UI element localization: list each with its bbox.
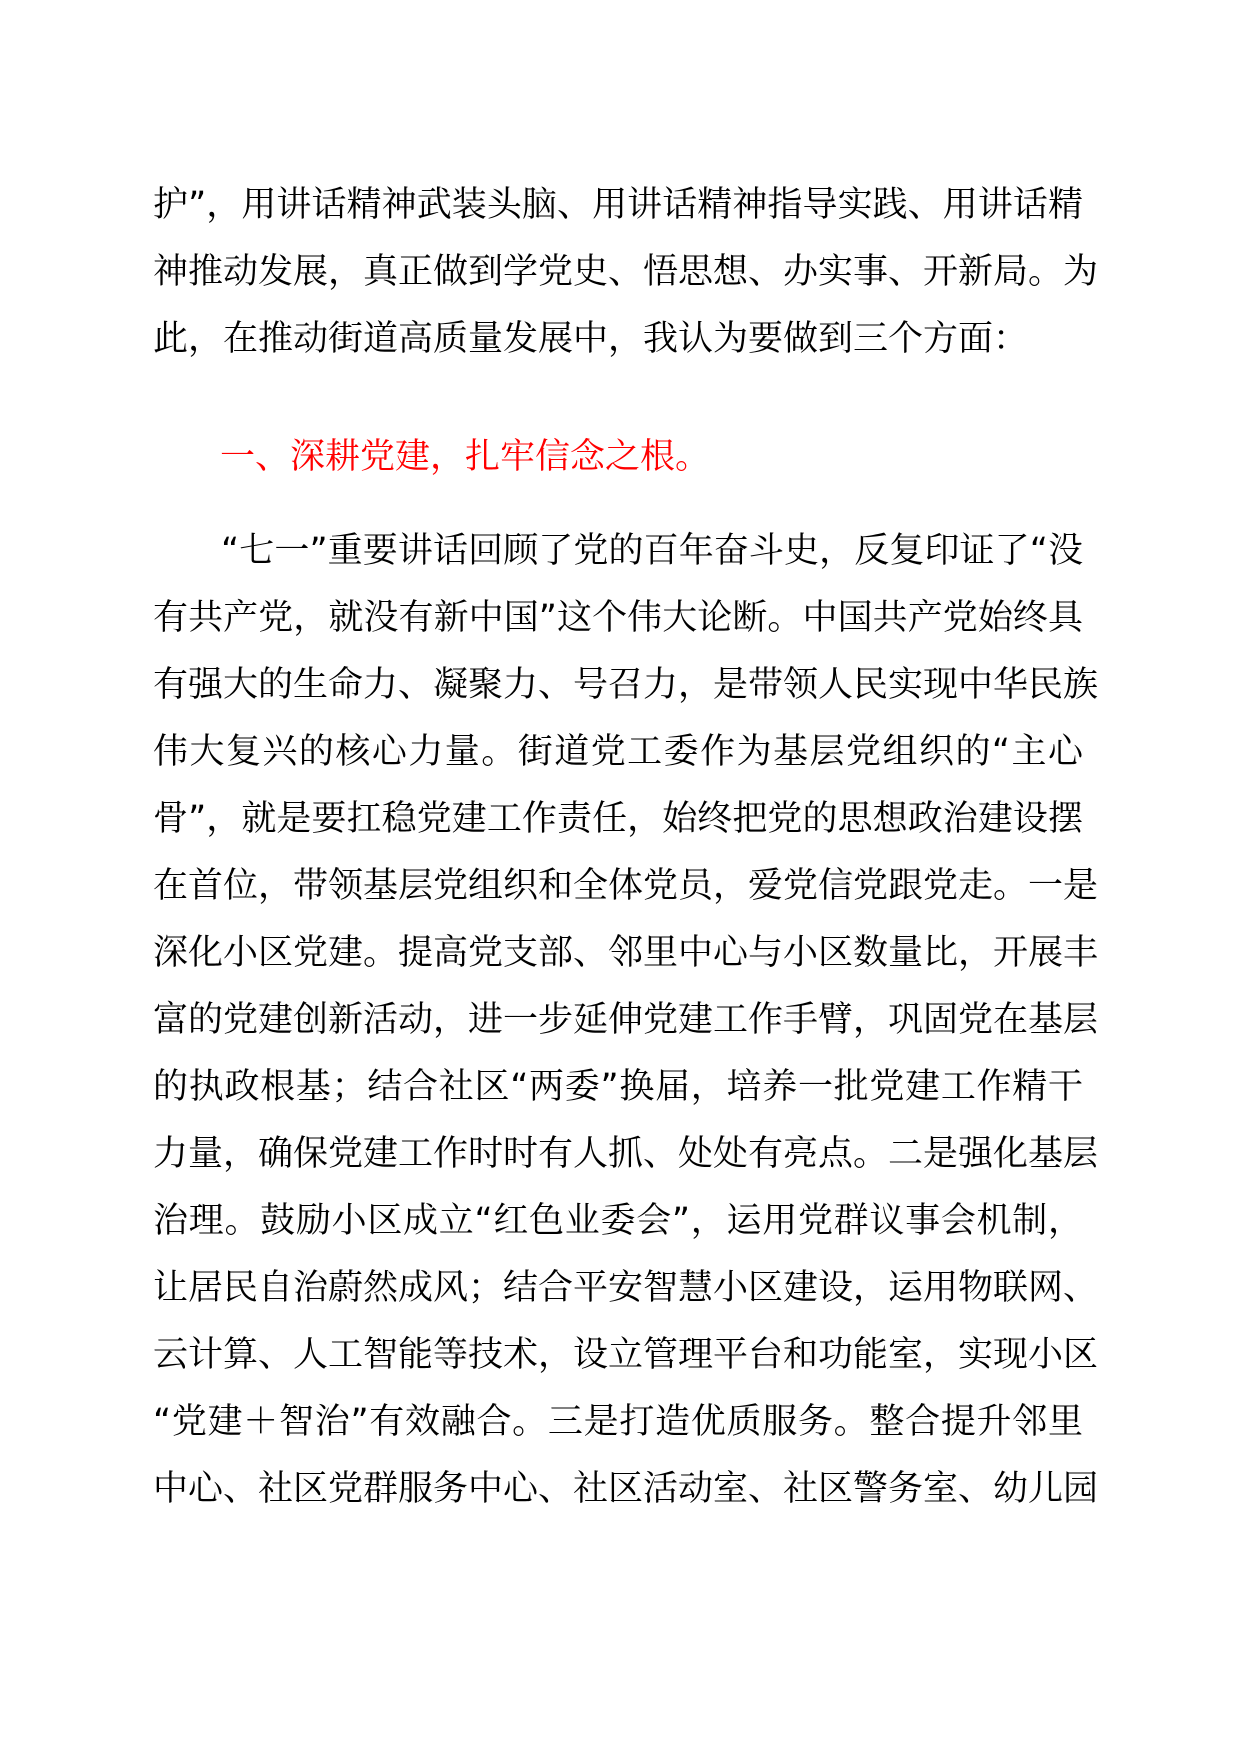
paragraph-line: 伟大复兴的核心力量。街道党工委作为基层党组织的“主心 bbox=[153, 732, 1083, 772]
paragraph-line: 有强大的生命力、凝聚力、号召力，是带领人民实现中华民族 bbox=[153, 665, 1099, 705]
paragraph-line: 富的党建创新活动，进一步延伸党建工作手臂，巩固党在基层 bbox=[153, 1000, 1099, 1040]
section-heading: 一、深耕党建，扎牢信念之根。 bbox=[220, 437, 711, 477]
paragraph-line: 在首位，带领基层党组织和全体党员，爱党信党跟党走。一是 bbox=[153, 866, 1099, 906]
paragraph-line: 中心、社区党群服务中心、社区活动室、社区警务室、幼儿园 bbox=[153, 1469, 1099, 1509]
paragraph-line: 有共产党，就没有新中国”这个伟大论断。中国共产党始终具 bbox=[153, 598, 1083, 638]
paragraph-line: “党建＋智治”有效融合。三是打造优质服务。整合提升邻里 bbox=[153, 1402, 1083, 1442]
intro-line: 护”，用讲话精神武装头脑、用讲话精神指导实践、用讲话精 bbox=[153, 185, 1083, 225]
paragraph-line: 治理。鼓励小区成立“红色业委会”，运用党群议事会机制， bbox=[153, 1201, 1083, 1241]
intro-paragraph bbox=[153, 172, 1099, 373]
intro-line: 神推动发展，真正做到学党史、悟思想、办实事、开新局。为 bbox=[153, 252, 1099, 292]
paragraph-line: 让居民自治蔚然成风；结合平安智慧小区建设，运用物联网、 bbox=[153, 1268, 1099, 1308]
section-paragraph bbox=[153, 518, 1099, 1523]
paragraph-line: 深化小区党建。提高党支部、邻里中心与小区数量比，开展丰 bbox=[153, 933, 1099, 973]
paragraph-line: “七一”重要讲话回顾了党的百年奋斗史，反复印证了“没 bbox=[221, 531, 1083, 571]
paragraph-line: 的执政根基；结合社区“两委”换届，培养一批党建工作精干 bbox=[153, 1067, 1083, 1107]
paragraph-line: 云计算、人工智能等技术，设立管理平台和功能室，实现小区 bbox=[153, 1335, 1099, 1375]
paragraph-line: 力量，确保党建工作时时有人抓、处处有亮点。二是强化基层 bbox=[153, 1134, 1099, 1174]
paragraph-line: 骨”，就是要扛稳党建工作责任，始终把党的思想政治建设摆 bbox=[153, 799, 1083, 839]
intro-line: 此，在推动街道高质量发展中，我认为要做到三个方面： bbox=[153, 319, 1029, 359]
